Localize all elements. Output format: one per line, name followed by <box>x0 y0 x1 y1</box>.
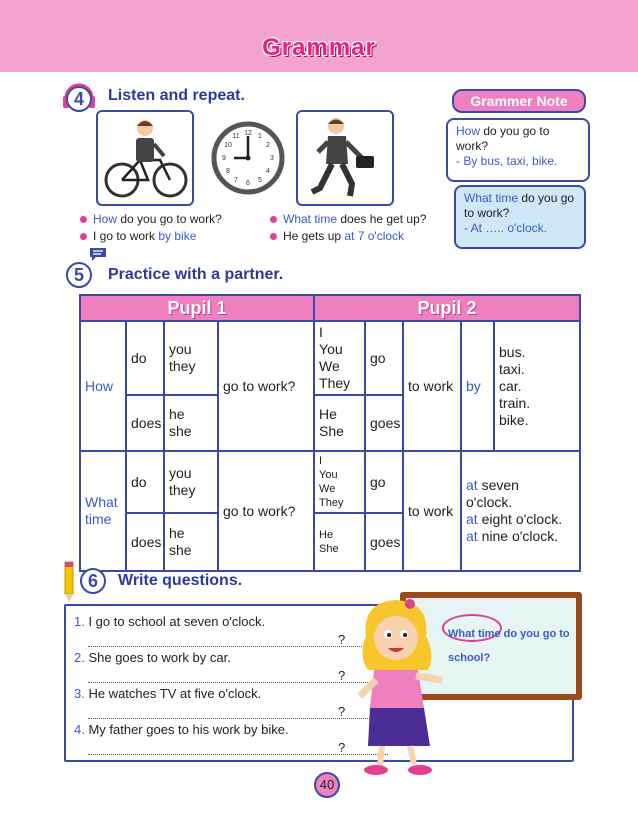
clock-number: 5 <box>258 177 262 184</box>
cell-to-work-2: to work <box>403 451 461 571</box>
page-number: 40 <box>314 772 340 798</box>
cell-pronouns-plural: I You We They <box>314 321 365 395</box>
cell-go: go <box>365 321 403 395</box>
section-number-6: 6 <box>80 568 106 594</box>
clock-number: 9 <box>222 155 226 162</box>
pencil-icon <box>60 560 78 604</box>
cyclist-icon <box>98 112 192 204</box>
section-number-5: 5 <box>66 262 92 288</box>
whiteboard-text: What time do you go to school? <box>448 628 570 664</box>
cell-go-2: go <box>365 451 403 513</box>
clock-number: 7 <box>234 177 238 184</box>
grammar-note-title: Grammer Note <box>452 89 586 113</box>
cell-goes-2: goes <box>365 513 403 571</box>
cell-he-she-cap: He She <box>314 395 365 451</box>
question-mark-4: ? <box>338 740 346 755</box>
cell-you-they: you they <box>164 321 218 395</box>
cell-does: does <box>126 395 164 451</box>
grammar-note-box-2: What time do you go to work? - At ….. o'clock. <box>454 185 586 249</box>
header-banner <box>0 0 638 72</box>
section-title-practice: Practice with a partner. <box>108 266 284 283</box>
girl-illustration-icon <box>352 596 458 780</box>
question-1: 1. I go to school at seven o'clock. <box>74 614 266 629</box>
clock-number: 4 <box>266 168 270 175</box>
cell-times: at seven o'clock. at eight o'clock. at nine o'clock. <box>461 451 580 571</box>
cell-go-to-work-q-2: go to work? <box>218 451 314 571</box>
clock-number: 12 <box>244 130 252 137</box>
clock-number: 10 <box>224 142 232 149</box>
question-3: 3. He watches TV at five o'clock. <box>74 686 262 701</box>
cell-he-she-2: he she <box>164 513 218 571</box>
question-mark-2: ? <box>338 668 346 683</box>
cell-go-to-work-q: go to work? <box>218 321 314 451</box>
cell-goes: goes <box>365 395 403 451</box>
cell-you-they-2: you they <box>164 451 218 513</box>
cell-he-she-cap-2: He She <box>314 513 365 571</box>
cell-how: How <box>80 321 126 451</box>
clock-icon <box>210 120 286 196</box>
question-4: 4. My father goes to his work by bike. <box>74 722 289 737</box>
clock-number: 6 <box>246 180 250 187</box>
picture-running-man <box>296 110 394 206</box>
question-mark-1: ? <box>338 632 346 647</box>
clock-number: 1 <box>258 133 262 140</box>
clock-number: 2 <box>266 142 270 149</box>
section-title-listen: Listen and repeat. <box>108 87 245 104</box>
cell-do-2: do <box>126 451 164 513</box>
page-title: Grammar <box>262 34 376 61</box>
bullet-2: I go to work by bike <box>80 229 196 243</box>
cell-by: by <box>461 321 494 451</box>
header-pupil-2: Pupil 2 <box>314 295 580 321</box>
bullet-1: How do you go to work? <box>80 212 222 226</box>
cell-does-2: does <box>126 513 164 571</box>
cell-do: do <box>126 321 164 395</box>
question-2: 2. She goes to work by car. <box>74 650 231 665</box>
cell-pronouns-plural-2: I You We They <box>314 451 365 513</box>
clock-number: 11 <box>232 133 240 140</box>
cell-to-work: to work <box>403 321 461 451</box>
cell-he-she: he she <box>164 395 218 451</box>
bullet-4: He gets up at 7 o'clock <box>270 229 404 243</box>
clock-number: 8 <box>226 168 230 175</box>
grammar-note-box-1: How do you go to work? - By bus, taxi, bike. <box>446 118 590 182</box>
speech-bubble-icon <box>88 246 108 262</box>
grammar-table <box>79 294 581 572</box>
running-man-icon <box>298 112 392 204</box>
question-mark-3: ? <box>338 704 346 719</box>
cell-transport: bus. taxi. car. train. bike. <box>494 321 580 451</box>
header-pupil-1: Pupil 1 <box>80 295 314 321</box>
cell-what-time: What time <box>80 451 126 571</box>
section-title-write: Write questions. <box>118 572 243 589</box>
clock-number: 3 <box>270 155 274 162</box>
section-number-4: 4 <box>66 86 92 112</box>
picture-cyclist <box>96 110 194 206</box>
bullet-3: What time does he get up? <box>270 212 426 226</box>
